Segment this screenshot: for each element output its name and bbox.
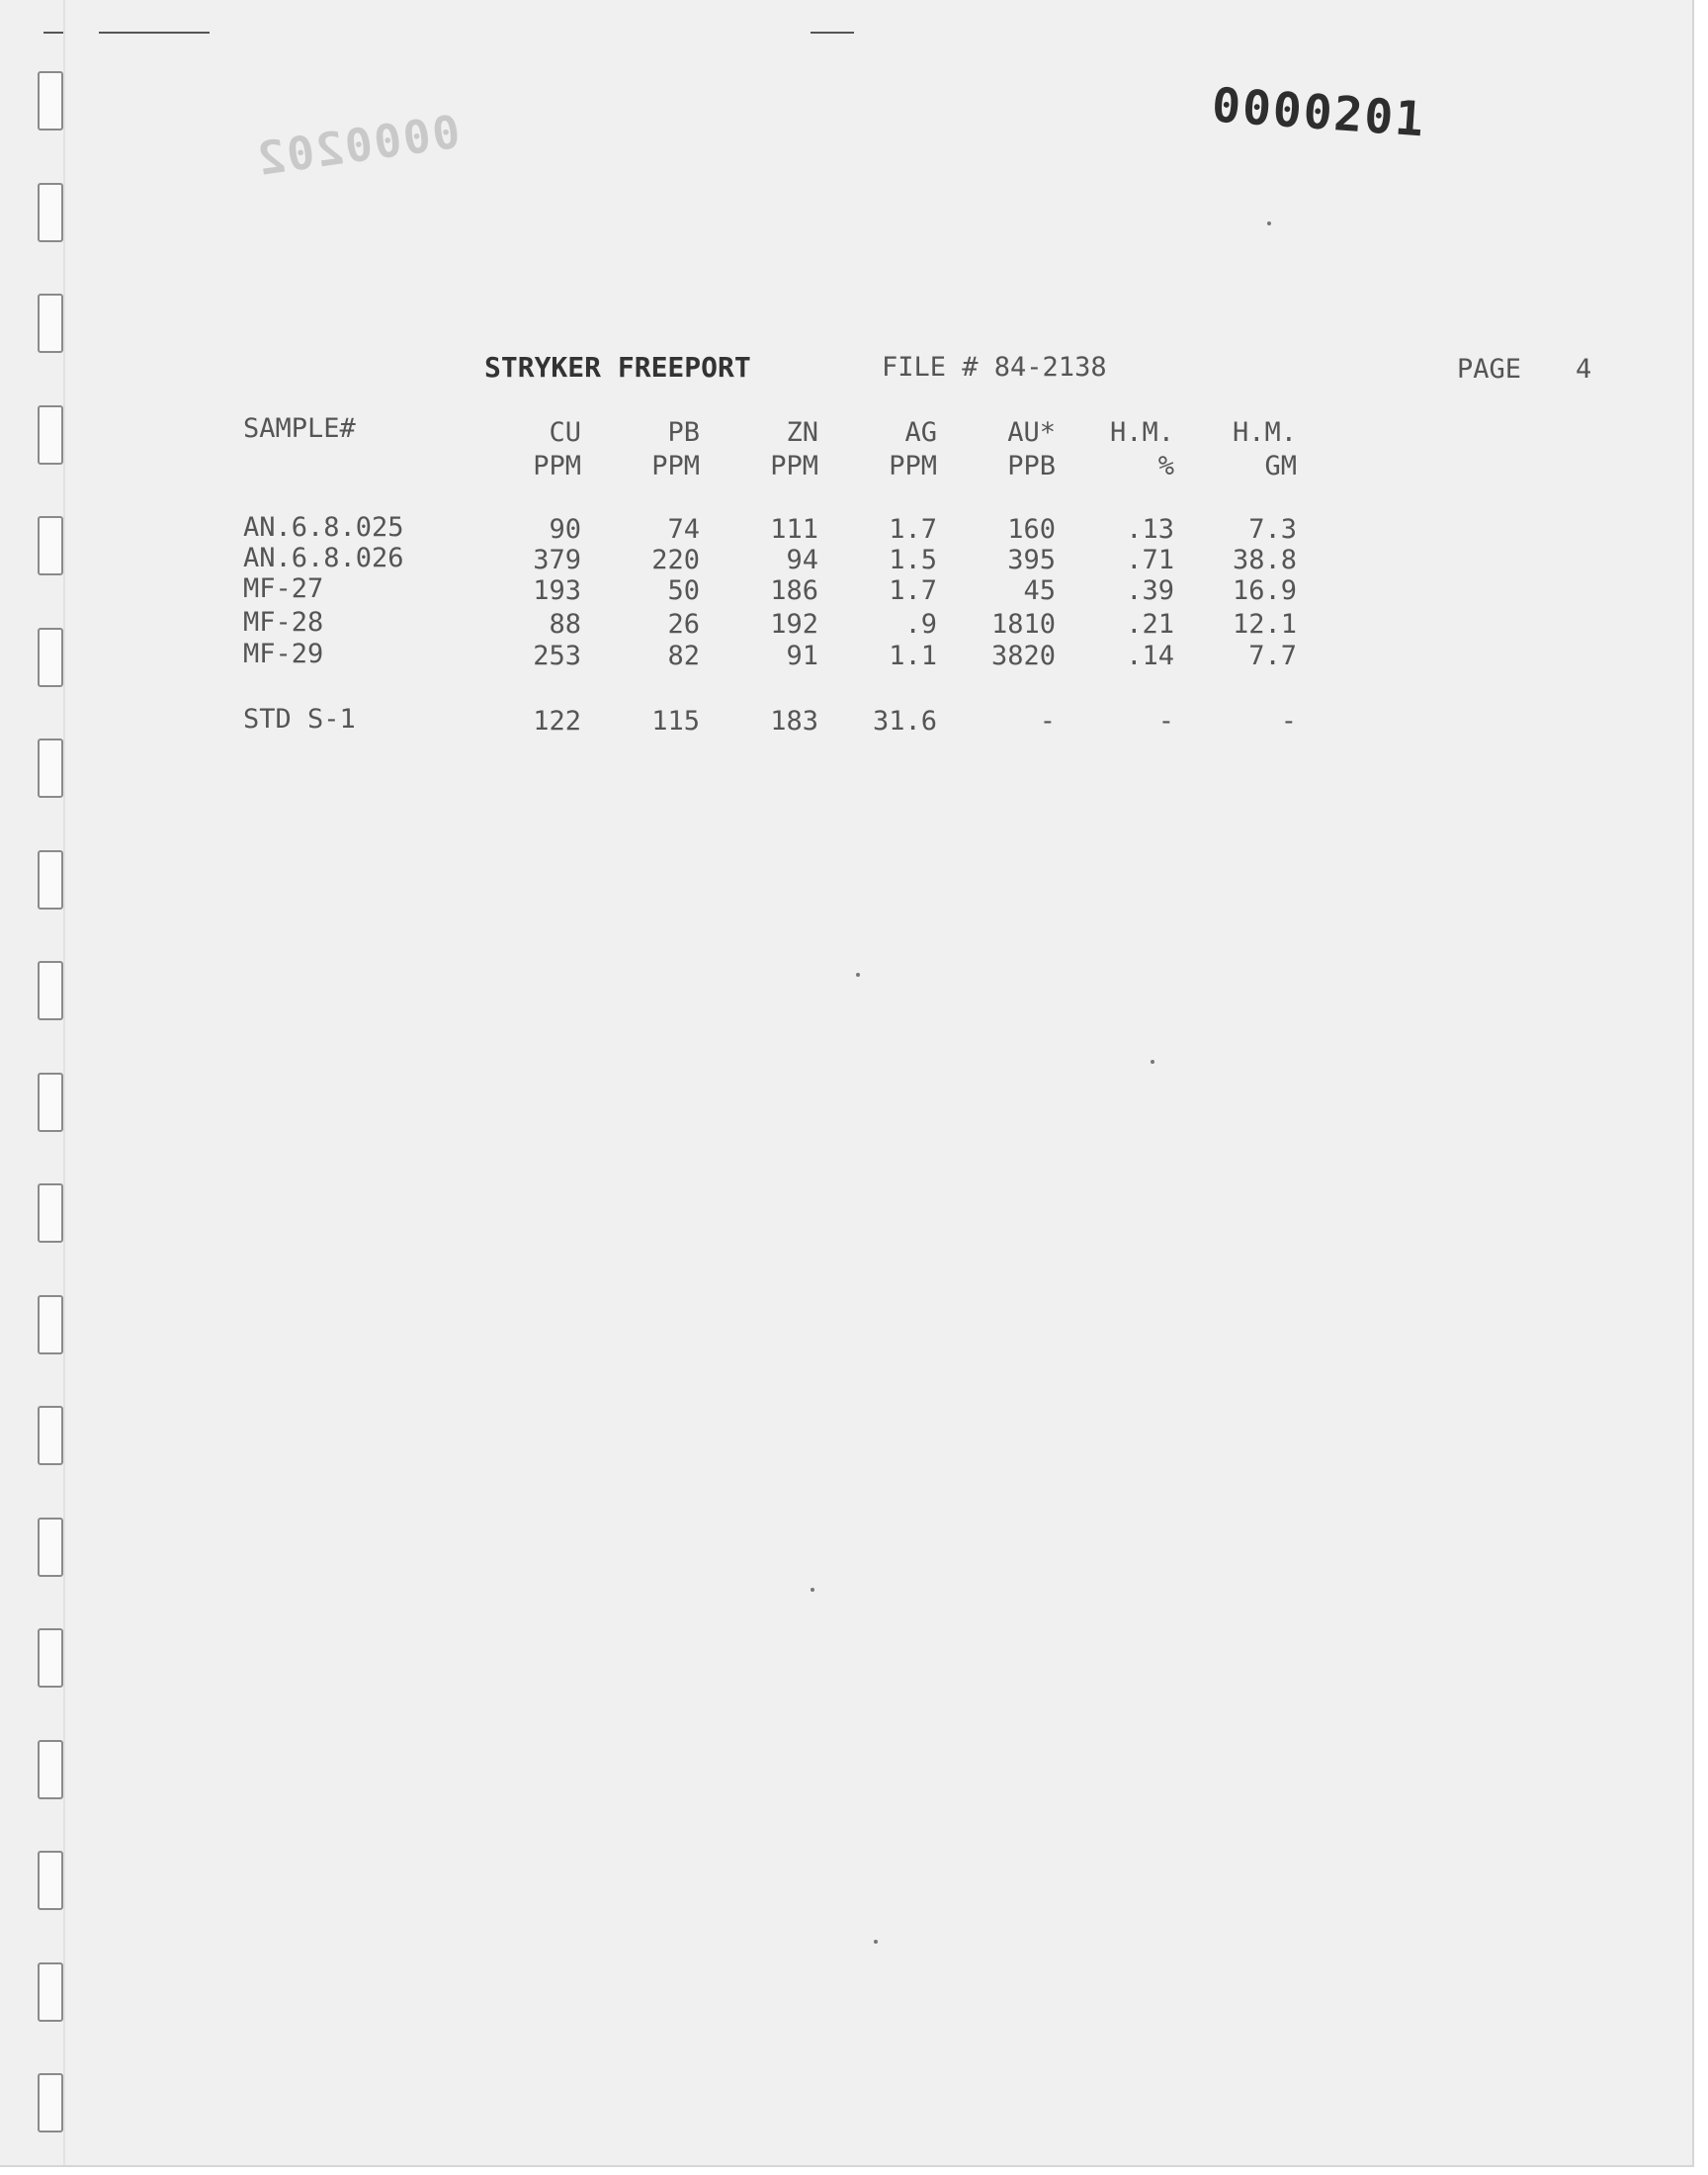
table-cell-cu: 379	[533, 545, 581, 575]
table-cell-zn: 94	[786, 545, 818, 575]
table-cell-zn: 192	[770, 609, 818, 640]
ghost-stamp: 0000202	[252, 104, 464, 187]
file-number: FILE # 84-2138	[882, 352, 1107, 383]
tractor-hole	[38, 1183, 63, 1243]
table-cell-hm-pct: -	[1157, 706, 1174, 737]
column-header-ag-unit: PPM	[889, 451, 937, 481]
page-number: 4	[1576, 354, 1592, 385]
tractor-hole	[38, 1628, 63, 1688]
tractor-hole	[38, 1962, 63, 2022]
table-cell-sample: MF-29	[243, 639, 324, 669]
table-cell-hm-pct: .21	[1126, 609, 1174, 640]
tractor-hole	[38, 183, 63, 242]
table-cell-sample: STD S-1	[243, 704, 356, 735]
speck	[811, 1588, 814, 1592]
page-label: PAGE	[1457, 354, 1522, 385]
tractor-hole	[38, 1518, 63, 1577]
tractor-hole	[38, 628, 63, 687]
table-cell-zn: 91	[786, 641, 818, 671]
column-header-hm-gm-unit: GM	[1264, 451, 1297, 481]
top-mark	[811, 32, 854, 34]
table-cell-pb: 115	[651, 706, 700, 737]
column-header-hm-gm: H.M.	[1232, 417, 1297, 448]
table-cell-au: -	[1039, 706, 1056, 737]
page-number-stamp: 0000201	[1210, 77, 1427, 148]
speck	[1267, 221, 1271, 225]
table-cell-pb: 82	[667, 641, 700, 671]
table-cell-au: 1810	[990, 609, 1056, 640]
tractor-hole	[38, 1295, 63, 1354]
table-cell-sample: MF-28	[243, 607, 324, 638]
column-header-zn: ZN	[786, 417, 818, 448]
table-cell-zn: 186	[770, 575, 818, 606]
table-cell-cu: 90	[549, 514, 581, 545]
top-mark	[99, 32, 210, 34]
table-cell-ag: 1.7	[889, 514, 937, 545]
table-cell-cu: 122	[533, 706, 581, 737]
tractor-hole	[38, 2073, 63, 2132]
table-cell-sample: AN.6.8.026	[243, 543, 404, 573]
column-header-zn-unit: PPM	[770, 451, 818, 481]
table-cell-zn: 111	[770, 514, 818, 545]
table-cell-au: 395	[1007, 545, 1056, 575]
table-cell-hm-gm: 12.1	[1232, 609, 1297, 640]
speck	[874, 1940, 878, 1944]
table-cell-ag: .9	[904, 609, 937, 640]
table-cell-pb: 50	[667, 575, 700, 606]
table-cell-hm-gm: 7.3	[1248, 514, 1297, 545]
column-header-sample: SAMPLE#	[243, 413, 356, 444]
column-header-pb: PB	[667, 417, 700, 448]
table-cell-hm-pct: .71	[1126, 545, 1174, 575]
table-cell-ag: 1.5	[889, 545, 937, 575]
table-cell-au: 45	[1023, 575, 1056, 606]
column-header-cu: CU	[549, 417, 581, 448]
speck	[1151, 1060, 1154, 1064]
table-cell-ag: 1.7	[889, 575, 937, 606]
table-cell-zn: 183	[770, 706, 818, 737]
table-cell-ag: 1.1	[889, 641, 937, 671]
tractor-hole	[38, 1406, 63, 1465]
table-cell-cu: 88	[549, 609, 581, 640]
top-mark	[43, 32, 63, 34]
table-cell-hm-gm: -	[1280, 706, 1297, 737]
column-header-cu-unit: PPM	[533, 451, 581, 481]
table-cell-sample: AN.6.8.025	[243, 512, 404, 543]
tractor-hole	[38, 739, 63, 798]
table-cell-hm-gm: 38.8	[1232, 545, 1297, 575]
column-header-au-unit: PPB	[1007, 451, 1056, 481]
table-cell-cu: 193	[533, 575, 581, 606]
column-header-ag: AG	[904, 417, 937, 448]
table-cell-pb: 74	[667, 514, 700, 545]
tractor-hole	[38, 516, 63, 575]
column-header-hm-pct-unit: %	[1157, 451, 1174, 481]
speck	[856, 973, 860, 977]
tractor-hole	[38, 1851, 63, 1910]
tractor-hole	[38, 961, 63, 1020]
table-cell-hm-gm: 7.7	[1248, 641, 1297, 671]
table-cell-au: 160	[1007, 514, 1056, 545]
tractor-hole	[38, 294, 63, 353]
tractor-hole	[38, 850, 63, 910]
tractor-hole	[38, 1740, 63, 1799]
table-cell-pb: 26	[667, 609, 700, 640]
tractor-hole	[38, 71, 63, 130]
table-cell-hm-pct: .14	[1126, 641, 1174, 671]
column-header-pb-unit: PPM	[651, 451, 700, 481]
table-cell-sample: MF-27	[243, 573, 324, 604]
column-header-au: AU*	[1007, 417, 1056, 448]
column-header-hm-pct: H.M.	[1109, 417, 1174, 448]
table-cell-hm-pct: .39	[1126, 575, 1174, 606]
table-cell-ag: 31.6	[872, 706, 937, 737]
perforation-line	[63, 0, 65, 2165]
table-cell-hm-pct: .13	[1126, 514, 1174, 545]
table-cell-hm-gm: 16.9	[1232, 575, 1297, 606]
tractor-hole	[38, 1073, 63, 1132]
table-cell-au: 3820	[990, 641, 1056, 671]
company-title: STRYKER FREEPORT	[484, 351, 751, 384]
table-cell-pb: 220	[651, 545, 700, 575]
table-cell-cu: 253	[533, 641, 581, 671]
tractor-hole	[38, 405, 63, 465]
